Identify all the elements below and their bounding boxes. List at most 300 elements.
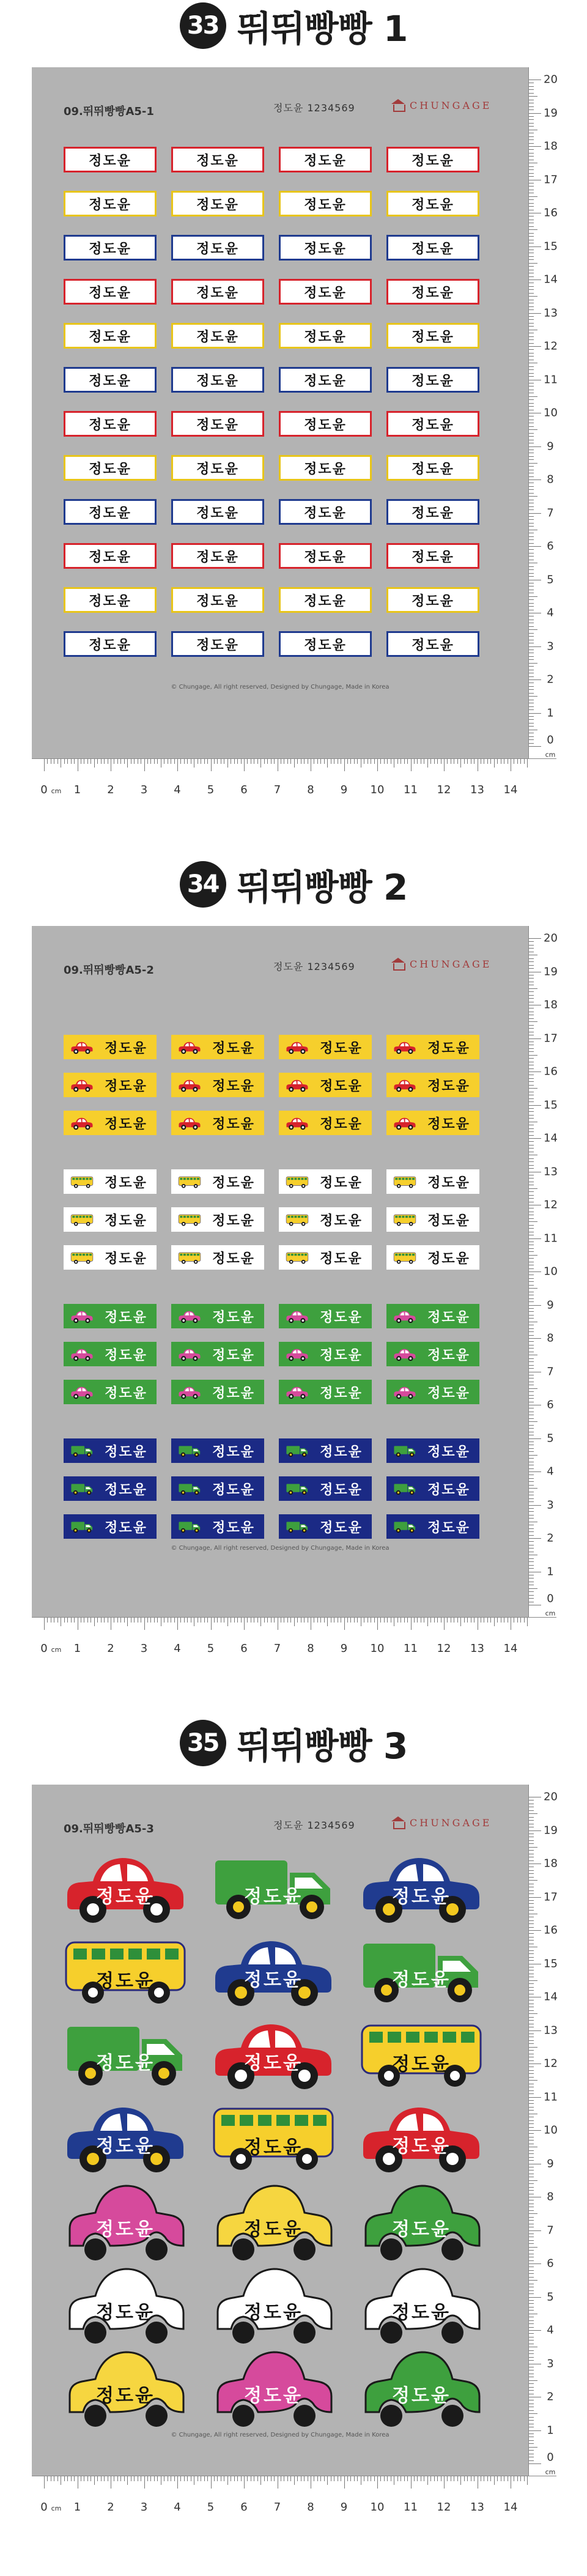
ruler-tick: [304, 759, 305, 764]
ruler-tick: [529, 146, 541, 147]
ruler-number: 14: [544, 1990, 558, 2004]
vehicle-name-label[interactable]: [386, 1304, 479, 1328]
ruler-tick: [529, 2430, 541, 2431]
ruler-tick: [57, 2476, 58, 2481]
ruler-tick: [447, 2476, 448, 2481]
ruler-tick: [529, 1843, 534, 1844]
label-name: 정도윤: [212, 1116, 255, 1132]
ruler-tick: [529, 2330, 541, 2331]
ruler-tick: [529, 1850, 534, 1851]
ruler-tick: [101, 759, 102, 764]
vehicle-sticker[interactable]: [209, 2178, 338, 2264]
vehicle-name-label[interactable]: [386, 1342, 479, 1366]
ruler-tick: [529, 173, 534, 174]
ruler-number: 19: [544, 106, 558, 119]
name-label[interactable]: 정도윤: [171, 543, 264, 569]
ruler-tick: [529, 1987, 534, 1988]
ruler-tick: [387, 2476, 388, 2481]
ruler-number: 4: [547, 2323, 554, 2337]
ruler-tick: [529, 1131, 534, 1132]
ruler-tick: [214, 2476, 215, 2481]
ruler-tick: [529, 476, 534, 477]
ruler-tick: [529, 339, 534, 340]
name-label[interactable]: 정도윤: [279, 631, 372, 657]
vehicle-name-label[interactable]: [171, 1245, 264, 1270]
ruler-number: 8: [547, 2190, 554, 2204]
ruler-tick: [320, 759, 321, 764]
sticker-name: 정도윤: [96, 2385, 155, 2407]
ruler-number: 4: [174, 783, 181, 796]
vehicle-name-label[interactable]: [64, 1169, 157, 1194]
ruler-tick: [524, 759, 525, 764]
ruler-tick: [529, 1378, 534, 1379]
ruler-tick: [529, 1055, 537, 1056]
name-label[interactable]: 정도윤: [171, 631, 264, 657]
ruler-tick: [529, 1428, 534, 1429]
vehicle-sticker[interactable]: [209, 2345, 338, 2430]
vehicle-name-label[interactable]: [64, 1035, 157, 1059]
vehicle-name-label[interactable]: [171, 1476, 264, 1501]
ruler-tick: [529, 306, 534, 307]
ruler-number: 2: [547, 673, 554, 686]
label-name: 정도윤: [105, 1116, 147, 1132]
vehicle-name-label[interactable]: [279, 1073, 372, 1097]
ruler-tick: [529, 509, 534, 510]
ruler-tick: [247, 1618, 248, 1623]
label-name: 정도윤: [427, 1175, 470, 1191]
ruler-tick: [529, 606, 534, 607]
name-label[interactable]: 정도윤: [171, 323, 264, 349]
vehicle-name-label[interactable]: [171, 1207, 264, 1232]
ruler-tick: [529, 1897, 541, 1898]
vehicle-name-label[interactable]: [279, 1207, 372, 1232]
red-car-icon: [284, 1078, 311, 1092]
name-label[interactable]: 정도윤: [171, 411, 264, 437]
ruler-tick: [529, 723, 534, 724]
green-truck-icon: [284, 1443, 311, 1458]
name-label[interactable]: 정도윤: [64, 499, 157, 525]
name-label[interactable]: 정도윤: [279, 411, 372, 437]
ruler-tick: [529, 1361, 534, 1362]
ruler-tick: [529, 709, 534, 710]
name-label[interactable]: 정도윤: [171, 455, 264, 481]
ruler-tick: [427, 759, 428, 768]
ruler-tick: [529, 2300, 534, 2301]
ruler-number: 1: [547, 2424, 554, 2437]
ruler-tick: [529, 256, 534, 257]
name-label[interactable]: 정도윤: [64, 147, 157, 172]
ruler-tick: [430, 1618, 431, 1623]
vehicle-sticker[interactable]: [209, 2095, 338, 2181]
ruler-tick: [529, 689, 534, 690]
label-name: 정도윤: [212, 1040, 255, 1056]
vertical-ruler: [528, 1785, 556, 2476]
ruler-tick: [287, 1618, 288, 1623]
name-label[interactable]: 정도윤: [386, 631, 479, 657]
ruler-tick: [529, 1481, 534, 1482]
name-label[interactable]: 정도윤: [171, 499, 264, 525]
vehicle-name-label[interactable]: [64, 1304, 157, 1328]
ruler-tick: [487, 1618, 488, 1623]
vehicle-sticker[interactable]: [209, 2262, 338, 2347]
ruler-tick: [529, 1501, 534, 1502]
ruler-tick: [529, 1331, 534, 1332]
ruler-number: 1: [547, 706, 554, 719]
vehicle-name-label[interactable]: [64, 1438, 157, 1463]
name-label[interactable]: 정도윤: [64, 191, 157, 217]
label-name: 정도윤: [212, 1385, 255, 1401]
ruler-tick: [529, 176, 534, 177]
ruler-tick: [529, 938, 541, 939]
name-label[interactable]: 정도윤: [386, 499, 479, 525]
ruler-tick: [529, 156, 534, 157]
vehicle-sticker[interactable]: [357, 1846, 485, 1931]
ruler-number: 12: [544, 2057, 558, 2070]
ruler-tick: [297, 2476, 298, 2481]
vehicle-name-label[interactable]: [279, 1514, 372, 1539]
ruler-number: 3: [140, 1642, 148, 1655]
name-label[interactable]: 정도윤: [171, 147, 264, 172]
vehicle-sticker[interactable]: [61, 2095, 190, 2181]
vehicle-sticker[interactable]: [209, 2012, 338, 2098]
ruler-tick: [101, 1618, 102, 1623]
vehicle-name-label[interactable]: [64, 1111, 157, 1135]
ruler-tick: [529, 1311, 534, 1312]
vehicle-name-label[interactable]: [64, 1476, 157, 1501]
label-name: 정도윤: [105, 1385, 147, 1401]
name-label[interactable]: 정도윤: [64, 543, 157, 569]
ruler-number: 2: [107, 1642, 114, 1655]
sticker-name: 정도윤: [244, 2219, 303, 2240]
vehicle-sticker[interactable]: [61, 2345, 190, 2430]
vehicle-name-label[interactable]: [64, 1207, 157, 1232]
vehicle-name-label[interactable]: [386, 1073, 479, 1097]
ruler-number: 0: [547, 2451, 554, 2464]
vehicle-name-label[interactable]: [279, 1035, 372, 1059]
ruler-tick: [529, 546, 541, 547]
ruler-tick: [529, 666, 534, 667]
ruler-tick: [529, 2380, 537, 2381]
ruler-tick: [529, 1358, 534, 1359]
ruler-tick: [529, 456, 534, 457]
vehicle-sticker[interactable]: [61, 2262, 190, 2347]
vehicle-sticker[interactable]: [61, 2178, 190, 2264]
name-label[interactable]: 정도윤: [279, 147, 372, 172]
ruler-tick: [529, 1541, 534, 1542]
green-truck-icon: [391, 1443, 418, 1458]
ruler-number: 3: [547, 2357, 554, 2370]
ruler-tick: [87, 759, 88, 764]
ruler-tick: [457, 759, 458, 764]
ruler-unit: cm: [51, 1646, 62, 1654]
ruler-tick: [344, 1618, 345, 1630]
vehicle-sticker[interactable]: [357, 2178, 485, 2264]
label-name: 정도윤: [212, 1175, 255, 1191]
name-label[interactable]: 정도윤: [386, 191, 479, 217]
vehicle-name-label[interactable]: [171, 1073, 264, 1097]
ruler-tick: [529, 1341, 534, 1342]
vehicle-name-label[interactable]: [386, 1035, 479, 1059]
ruler-tick: [529, 2260, 534, 2261]
name-label[interactable]: 정도윤: [279, 543, 372, 569]
sticker-name: 정도윤: [244, 2302, 303, 2323]
ruler-tick: [529, 2387, 534, 2388]
ruler-tick: [487, 759, 488, 764]
vehicle-name-label[interactable]: [386, 1111, 479, 1135]
ruler-tick: [320, 2476, 321, 2481]
vehicle-name-label[interactable]: [386, 1245, 479, 1270]
ruler-tick: [529, 1048, 534, 1049]
ruler-number: 11: [544, 2090, 558, 2103]
label-name: 정도윤: [212, 1309, 255, 1325]
name-label[interactable]: 정도윤: [279, 191, 372, 217]
ruler-tick: [529, 263, 537, 264]
ruler-tick: [529, 1438, 541, 1439]
name-label[interactable]: 정도윤: [386, 587, 479, 613]
ruler-tick: [529, 1285, 534, 1286]
ruler-tick: [407, 2476, 408, 2481]
sticker-sheet: [32, 67, 528, 758]
ruler-tick: [529, 399, 534, 400]
ruler-number: 13: [544, 2024, 558, 2037]
name-label[interactable]: 정도윤: [64, 631, 157, 657]
name-label[interactable]: 정도윤: [279, 587, 372, 613]
name-label[interactable]: 정도윤: [279, 455, 372, 481]
vehicle-sticker[interactable]: [357, 2095, 485, 2181]
sheet-owner: 정도윤 1234569: [273, 1819, 355, 1831]
ruler-tick: [529, 1937, 534, 1938]
ruler-number: 7: [547, 506, 554, 519]
vehicle-name-label[interactable]: [64, 1380, 157, 1404]
name-label[interactable]: 정도윤: [171, 587, 264, 613]
ruler-tick: [529, 186, 534, 187]
ruler-tick: [529, 2447, 537, 2448]
vehicle-sticker[interactable]: [357, 1929, 485, 2015]
ruler-tick: [529, 106, 534, 107]
vehicle-name-label[interactable]: [171, 1169, 264, 1194]
vehicle-name-label[interactable]: [386, 1169, 479, 1194]
ruler-tick: [347, 1618, 348, 1623]
name-label[interactable]: 정도윤: [64, 235, 157, 261]
vehicle-name-label[interactable]: [279, 1169, 372, 1194]
ruler-tick: [497, 1618, 498, 1623]
name-label[interactable]: 정도윤: [386, 455, 479, 481]
ruler-number: 0: [40, 2501, 48, 2514]
ruler-tick: [529, 599, 534, 600]
vehicle-name-label[interactable]: [279, 1380, 372, 1404]
name-label[interactable]: 정도윤: [64, 411, 157, 437]
name-label[interactable]: 정도윤: [279, 367, 372, 393]
ruler-tick: [529, 2297, 541, 2298]
vehicle-name-label[interactable]: [171, 1438, 264, 1463]
vehicle-name-label[interactable]: [386, 1514, 479, 1539]
ruler-tick: [529, 343, 534, 344]
ruler-tick: [529, 2413, 537, 2414]
ruler-tick: [274, 759, 275, 764]
ruler-tick: [529, 486, 534, 487]
ruler-tick: [529, 403, 534, 404]
sticker-sheet: [32, 926, 528, 1617]
vehicle-name-label[interactable]: [279, 1304, 372, 1328]
name-label[interactable]: 정도윤: [171, 191, 264, 217]
ruler-tick: [490, 759, 491, 764]
vehicle-name-label[interactable]: [171, 1380, 264, 1404]
yellow-bus-icon: [391, 1212, 418, 1227]
ruler-tick: [380, 759, 381, 764]
ruler-tick: [117, 759, 118, 764]
ruler-number: 18: [544, 1857, 558, 1870]
ruler-tick: [529, 1148, 534, 1149]
ruler-tick: [460, 1618, 461, 1626]
yellow-bus-icon: [176, 1212, 203, 1227]
ruler-unit: cm: [545, 750, 556, 759]
ruler-tick: [104, 2476, 105, 2481]
brand-logo: [391, 99, 492, 111]
ruler-tick: [529, 1468, 534, 1469]
ruler-tick: [520, 2476, 521, 2481]
ruler-tick: [430, 759, 431, 764]
ruler-tick: [529, 1078, 534, 1079]
sticker-name: 정도윤: [96, 1886, 155, 1908]
sticker-name: 정도윤: [96, 2302, 155, 2323]
pink-car-icon: [391, 1309, 418, 1323]
vehicle-name-label[interactable]: [386, 1207, 479, 1232]
label-name: 정도윤: [212, 1213, 255, 1229]
ruler-tick: [529, 1298, 534, 1299]
ruler-number: 10: [370, 783, 385, 796]
red-car-icon: [284, 1040, 311, 1054]
name-label[interactable]: 정도윤: [279, 235, 372, 261]
vehicle-sticker[interactable]: [209, 1846, 338, 1931]
ruler-number: 11: [404, 1642, 418, 1655]
name-label[interactable]: 정도윤: [279, 499, 372, 525]
ruler-tick: [384, 759, 385, 764]
vehicle-name-label[interactable]: [279, 1476, 372, 1501]
vehicle-sticker[interactable]: [357, 2262, 485, 2347]
ruler-tick: [529, 296, 537, 297]
ruler-tick: [90, 1618, 91, 1623]
name-label[interactable]: 정도윤: [386, 367, 479, 393]
ruler-number: 13: [544, 1165, 558, 1178]
label-name: 정도윤: [427, 1040, 470, 1056]
vehicle-sticker[interactable]: [357, 2345, 485, 2430]
ruler-number: 4: [547, 606, 554, 620]
ruler-tick: [529, 633, 534, 634]
ruler-tick: [529, 86, 534, 87]
vehicle-name-label[interactable]: [171, 1111, 264, 1135]
ruler-tick: [497, 2476, 498, 2481]
ruler-tick: [529, 1810, 534, 1811]
ruler-number: 0: [40, 783, 48, 796]
ruler-tick: [529, 1418, 534, 1419]
ruler-tick: [529, 1388, 537, 1389]
green-truck-icon: [391, 1481, 418, 1496]
ruler-tick: [529, 136, 534, 137]
vehicle-sticker[interactable]: [209, 1929, 338, 2015]
ruler-tick: [97, 2476, 98, 2481]
ruler-number: 3: [547, 1498, 554, 1511]
name-label[interactable]: 정도윤: [171, 279, 264, 305]
pink-car-icon: [176, 1309, 203, 1323]
ruler-tick: [264, 2476, 265, 2481]
ruler-tick: [527, 759, 528, 768]
ruler-tick: [529, 119, 534, 120]
name-label[interactable]: 정도윤: [386, 279, 479, 305]
ruler-tick: [529, 126, 534, 127]
name-label[interactable]: 정도윤: [386, 411, 479, 437]
ruler-tick: [529, 716, 534, 717]
ruler-tick: [529, 2077, 534, 2078]
ruler-tick: [367, 2476, 368, 2481]
vehicle-name-label[interactable]: [64, 1073, 157, 1097]
ruler-tick: [529, 2273, 534, 2274]
ruler-tick: [244, 1618, 245, 1630]
ruler-tick: [327, 1618, 328, 1626]
name-label[interactable]: 정도윤: [279, 279, 372, 305]
name-label[interactable]: 정도윤: [386, 147, 479, 172]
name-label[interactable]: 정도윤: [64, 279, 157, 305]
name-label[interactable]: 정도윤: [64, 455, 157, 481]
ruler-tick: [529, 489, 534, 490]
vehicle-name-label[interactable]: [386, 1380, 479, 1404]
ruler-tick: [529, 1940, 534, 1941]
vehicle-name-label[interactable]: [64, 1514, 157, 1539]
ruler-tick: [437, 1618, 438, 1623]
name-label[interactable]: 정도윤: [279, 323, 372, 349]
name-label[interactable]: 정도윤: [171, 367, 264, 393]
vehicle-name-label[interactable]: [171, 1035, 264, 1059]
ruler-tick: [529, 1505, 541, 1506]
ruler-tick: [529, 1907, 534, 1908]
vehicle-sticker[interactable]: [61, 1929, 190, 2015]
vehicle-name-label[interactable]: [279, 1245, 372, 1270]
vehicle-name-label[interactable]: [279, 1342, 372, 1366]
ruler-tick: [414, 759, 415, 764]
vehicle-name-label[interactable]: [64, 1245, 157, 1270]
vehicle-name-label[interactable]: [386, 1476, 479, 1501]
ruler-tick: [237, 1618, 238, 1623]
ruler-tick: [324, 1618, 325, 1623]
label-name: 정도윤: [427, 1309, 470, 1325]
ruler-tick: [94, 1618, 95, 1626]
ruler-tick: [304, 1618, 305, 1623]
vehicle-name-label[interactable]: [279, 1111, 372, 1135]
name-label[interactable]: 정도윤: [386, 235, 479, 261]
ruler-tick: [529, 1957, 534, 1958]
name-label[interactable]: 정도윤: [386, 543, 479, 569]
name-label[interactable]: 정도윤: [64, 323, 157, 349]
ruler-tick: [87, 1618, 88, 1623]
name-label[interactable]: 정도윤: [386, 323, 479, 349]
ruler-tick: [529, 596, 537, 597]
vehicle-name-label[interactable]: [64, 1342, 157, 1366]
vehicle-sticker[interactable]: [61, 1846, 190, 1931]
name-label[interactable]: 정도윤: [64, 367, 157, 393]
ruler-tick: [529, 1255, 537, 1256]
vehicle-name-label[interactable]: [386, 1438, 479, 1463]
name-label[interactable]: 정도윤: [64, 587, 157, 613]
vehicle-name-label[interactable]: [171, 1304, 264, 1328]
vehicle-sticker[interactable]: [61, 2012, 190, 2098]
vehicle-name-label[interactable]: [279, 1438, 372, 1463]
name-label[interactable]: 정도윤: [171, 235, 264, 261]
ruler-tick: [464, 1618, 465, 1623]
vehicle-name-label[interactable]: [171, 1514, 264, 1539]
vehicle-sticker[interactable]: [357, 2012, 485, 2098]
ruler-tick: [464, 759, 465, 764]
ruler-number: 7: [273, 1642, 281, 1655]
vehicle-name-label[interactable]: [171, 1342, 264, 1366]
